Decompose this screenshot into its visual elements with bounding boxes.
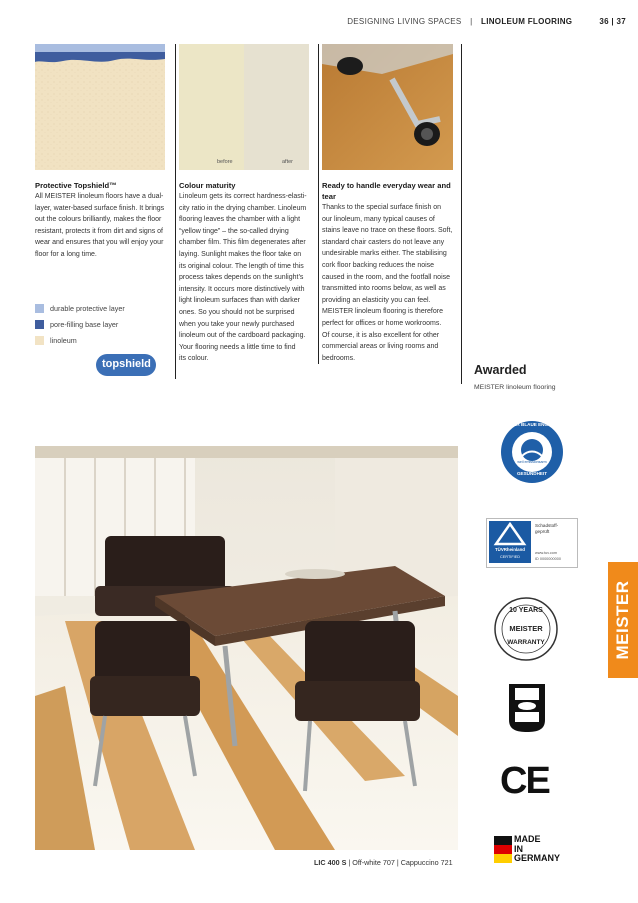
title-line: Ready to handle everyday wear and [322, 181, 451, 190]
body-line: Linoleum gets its correct hardness-elasti- [179, 193, 307, 200]
legend-protective-layer [35, 304, 125, 313]
body-line: process takes depends on the sunlight’s [179, 274, 304, 282]
before-label: before [217, 159, 233, 165]
body-line: floor for a long time. [35, 250, 97, 258]
legend-swatch [35, 336, 44, 345]
tuv-url: www.tuv.com [535, 551, 558, 555]
legend-swatch [35, 304, 44, 313]
body-line: laying. Sunlight makes the floor take on [179, 250, 302, 258]
room-photo [35, 446, 458, 850]
body-line: flooring leaves the chamber with a light [179, 216, 301, 224]
body-line: ones. So you should not be surprised [179, 308, 295, 316]
body-line: wear and ensures that you will enjoy your [35, 239, 164, 247]
topshield-logo-text: topshield [102, 358, 151, 370]
made-text: MADE [514, 834, 541, 844]
body-line: standard chair casters do not leave any [322, 238, 445, 246]
column-colour-maturity [179, 180, 313, 365]
meister-brand-text: MEISTER [613, 580, 632, 660]
stamp-icon [507, 682, 547, 734]
awarded-title: Awarded [474, 363, 527, 377]
everyday-wear-body [322, 202, 458, 364]
body-line: linoleum out of the cardboard packaging. [179, 332, 306, 340]
blue-angel-bottom-text: GESUNDHEIT [516, 471, 548, 476]
body-line: Of course, it is also excellent for other [322, 331, 440, 339]
body-line: when you take your newly purchased [179, 320, 295, 328]
topshield-cross-section-image [35, 44, 165, 170]
body-line: transmitted into rooms below, as well as [322, 285, 446, 293]
header-section: DESIGNING LIVING SPACES [347, 17, 462, 26]
topshield-title: Protective Topshield™ [35, 181, 117, 190]
body-line: resistant, protects it from dirt and signs of [35, 227, 163, 235]
everyday-wear-title [322, 180, 458, 202]
header-separator: | [470, 17, 473, 26]
germany-flag-icon [494, 836, 512, 863]
body-line: stains leave no trace on these floors. Soft, [322, 227, 453, 235]
body-line: Your flooring needs a little time to find [179, 343, 296, 351]
body-line: intensity. It occurs more distinctively with [179, 285, 305, 293]
body-line: Thanks to the special surface finish on [322, 204, 442, 211]
body-line: MEISTER linoleum flooring is therefore [322, 308, 443, 316]
warranty-badge [494, 597, 558, 661]
column-divider-3 [461, 44, 462, 384]
legend-base-layer [35, 320, 118, 329]
cross-section-illustration [35, 44, 165, 170]
body-line: our linoleum, many typical causes of [322, 215, 435, 223]
legend-label: durable protective layer [50, 304, 125, 313]
legend-label: pore-filling base layer [50, 320, 119, 329]
warranty-years: 10 YEARS [509, 607, 543, 614]
caption-product: LIC 400 S [314, 858, 347, 867]
photo-caption [314, 858, 453, 867]
body-line: caused in the room, and the footfall noise [322, 273, 451, 281]
column-divider-2 [318, 44, 319, 364]
body-line: its original colour. The length of time this [179, 262, 304, 270]
warranty-brand: MEISTER [509, 624, 543, 633]
legend-swatch [35, 320, 44, 329]
page-numbers: 36 | 37 [599, 17, 626, 26]
colour-maturity-image [179, 44, 309, 170]
colour-maturity-body [179, 191, 313, 365]
certification-stamp-badge [507, 682, 547, 734]
meister-brand-tab [608, 562, 638, 678]
colour-maturity-title: Colour maturity [179, 181, 236, 190]
tuv-text-2: geprüft [535, 529, 550, 534]
tuv-certified: CERTIFIED [500, 555, 520, 559]
header-topic: LINOLEUM FLOORING [481, 17, 573, 26]
body-line: city ratio in the drying chamber. Linoleum [179, 204, 307, 212]
body-line: light linoleum surfaces than with darker [179, 297, 301, 305]
before-panel [179, 44, 244, 170]
tuv-text-1: Schadstoff- [535, 523, 559, 528]
legend-label: linoleum [50, 336, 77, 345]
blue-angel-badge [500, 420, 564, 484]
page-header [347, 17, 626, 26]
body-line: out the colours brilliantly, makes the floor [35, 216, 162, 224]
tuv-logo-block [489, 521, 531, 563]
blue-angel-mid-text: weil emissionsarm [517, 460, 547, 464]
column-everyday-wear [322, 180, 458, 364]
body-line: perfect for offices or home workrooms. [322, 319, 442, 327]
germany-text: GERMANY [514, 853, 561, 863]
casters-illustration [322, 44, 453, 170]
topshield-logo [96, 354, 156, 376]
column-topshield [35, 180, 169, 261]
made-in-germany-badge [494, 836, 574, 866]
tuv-brand: TÜVRheinland [494, 547, 525, 552]
column-divider-1 [175, 44, 176, 379]
tuv-badge [486, 518, 578, 568]
room-illustration [35, 446, 458, 850]
after-panel [244, 44, 309, 170]
caption-colors: Off-white 707 | Cappuccino 721 [352, 858, 453, 867]
body-line: providing an elasticity you can feel. [322, 296, 431, 304]
tuv-id: ID 0000000000 [535, 557, 561, 561]
body-line: bedrooms. [322, 354, 356, 362]
chair-casters-image [322, 44, 453, 170]
warranty-word: WARRANTY [507, 639, 545, 646]
caption-separator: | [348, 858, 351, 867]
body-line: layer, water-based surface finish. It brings [35, 204, 165, 212]
tuv-triangle-icon [489, 521, 531, 547]
body-line: “yellow tinge” – the so-called drying [179, 227, 289, 235]
blue-angel-top-text: DER BLAUE ENGEL [510, 422, 554, 427]
after-label: after [282, 159, 294, 165]
body-line: commercial areas or living rooms and [322, 343, 439, 351]
ce-mark: CE [500, 760, 549, 802]
title-line: tear [322, 192, 336, 201]
body-line: chamber film. This film degenerates after [179, 239, 306, 247]
legend-linoleum [35, 336, 77, 345]
awarded-subtitle: MEISTER linoleum flooring [474, 384, 556, 391]
body-line: cork floor backing reduces the noise [322, 261, 435, 269]
in-text: IN [514, 843, 523, 854]
body-line: undesirable marks either. The stabilising [322, 250, 447, 258]
body-line: its colour. [179, 355, 209, 363]
body-line: All MEISTER linoleum floors have a dual- [35, 193, 164, 200]
topshield-body [35, 191, 169, 261]
